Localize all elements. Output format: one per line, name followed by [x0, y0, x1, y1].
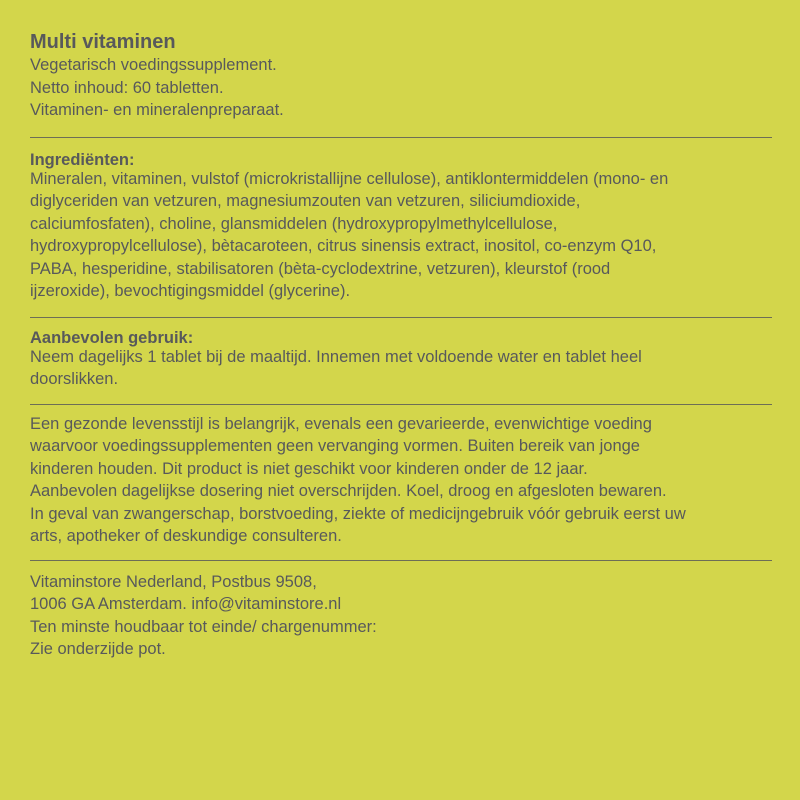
usage-heading: Aanbevolen gebruik: [30, 328, 194, 347]
ingredients-heading: Ingrediënten: [30, 150, 135, 169]
ingredients-line: diglyceriden van vetzuren, magnesiumzouten van vetzuren, siliciumdioxide, [30, 192, 581, 210]
advice-line: waarvoor voedingssupplementen geen vervanging vormen. Buiten bereik van jonge [30, 437, 640, 455]
contact-city-email-line: 1006 GA Amsterdam. info@vitaminstore.nl [30, 595, 342, 613]
contact-section [30, 561, 772, 661]
usage-line: Neem dagelijks 1 tablet bij de maaltijd. Innemen met voldoende water en tablet heel [30, 347, 642, 366]
advice-line: Een gezonde levensstijl is belangrijk, evenals een gevarieerde, evenwichtige voeding [30, 414, 652, 433]
advice-line: Aanbevolen dagelijkse dosering niet overschrijden. Koel, droog en afgesloten bewaren. [30, 482, 667, 500]
intro-section [30, 30, 772, 122]
supplement-label [30, 30, 772, 661]
usage-section [30, 318, 772, 391]
ingredients-line: ijzeroxide), bevochtigingsmiddel (glycerine). [30, 282, 351, 300]
intro-line-preparation: Vitaminen- en mineralenpreparaat. [30, 101, 284, 119]
usage-line: doorslikken. [30, 370, 119, 388]
contact-address-line: Vitaminstore Nederland, Postbus 9508, [30, 572, 317, 591]
advice-section [30, 405, 772, 548]
advice-line: arts, apotheker of deskundige consulteren. [30, 527, 342, 545]
intro-line-supplement-type: Vegetarisch voedingssupplement. [30, 56, 277, 74]
ingredients-line: Mineralen, vitaminen, vulstof (microkristallijne cellulose), antiklontermiddelen (mono- en [30, 169, 669, 188]
ingredients-section [30, 138, 772, 303]
advice-line: kinderen houden. Dit product is niet geschikt voor kinderen onder de 12 jaar. [30, 459, 588, 478]
ingredients-line: calciumfosfaten), choline, glansmiddelen (hydroxypropylmethylcellulose, [30, 214, 558, 233]
product-title: Multi vitaminen [30, 31, 176, 53]
best-before-line: Ten minste houdbaar tot einde/ chargenummer: [30, 617, 377, 636]
intro-line-net-content: Netto inhoud: 60 tabletten. [30, 78, 224, 97]
advice-line: In geval van zwangerschap, borstvoeding, ziekte of medicijngebruik vóór gebruik eerst uw [30, 504, 686, 523]
best-before-location-line: Zie onderzijde pot. [30, 640, 166, 658]
ingredients-line: PABA, hesperidine, stabilisatoren (bèta-cyclodextrine, vetzuren), kleurstof (rood [30, 259, 611, 278]
ingredients-line: hydroxypropylcellulose), bètacaroteen, citrus sinensis extract, inositol, co-enzym Q10, [30, 237, 657, 255]
